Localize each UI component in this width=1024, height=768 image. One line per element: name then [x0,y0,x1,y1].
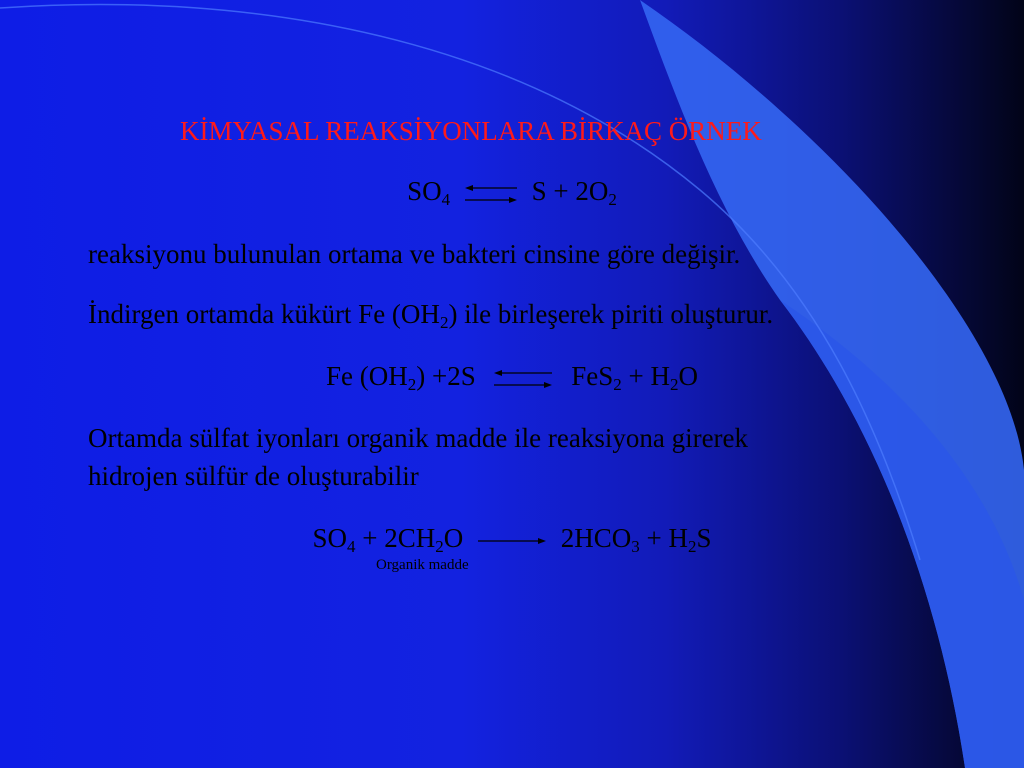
equilibrium-arrow-icon [463,184,519,204]
equation-3 [0,522,1024,554]
eq3-right: $2HCO_3 + H_2S$ [560,523,712,556]
text-line-1: reaksiyonu bulunulan ortama ve bakteri cinsine göre değişir. [88,239,741,269]
equation-1 [0,175,1024,207]
text-line-4: hidrojen sülfür de oluşturabilir [88,461,419,491]
annotation-organic-matter: Organik madde [376,557,469,573]
eq2-left: Fe $(OH_2) +2S$ [326,361,476,394]
eq1-right: $S + 2O_2$ [531,176,617,209]
equilibrium-arrow-icon [492,369,554,389]
eq1-left: $SO_4$ [407,176,451,209]
eq2-right: $FeS_2 + H_2O$ [571,361,698,394]
eq3-left: $SO_4 + 2CH_2O$ [312,523,464,556]
text-line-3: Ortamda sülfat iyonları organik madde ile reaksiyona girerek [88,423,749,453]
slide-title: KİMYASAL REAKSİYONLARA BİRKAÇ ÖRNEK [180,116,762,146]
reaction-arrow-icon [476,531,548,551]
text-line-2: İndirgen ortamda kükürt Fe $(OH_2)$ ile birleşerek piriti oluşturur. [88,299,774,332]
equation-2 [0,360,1024,392]
